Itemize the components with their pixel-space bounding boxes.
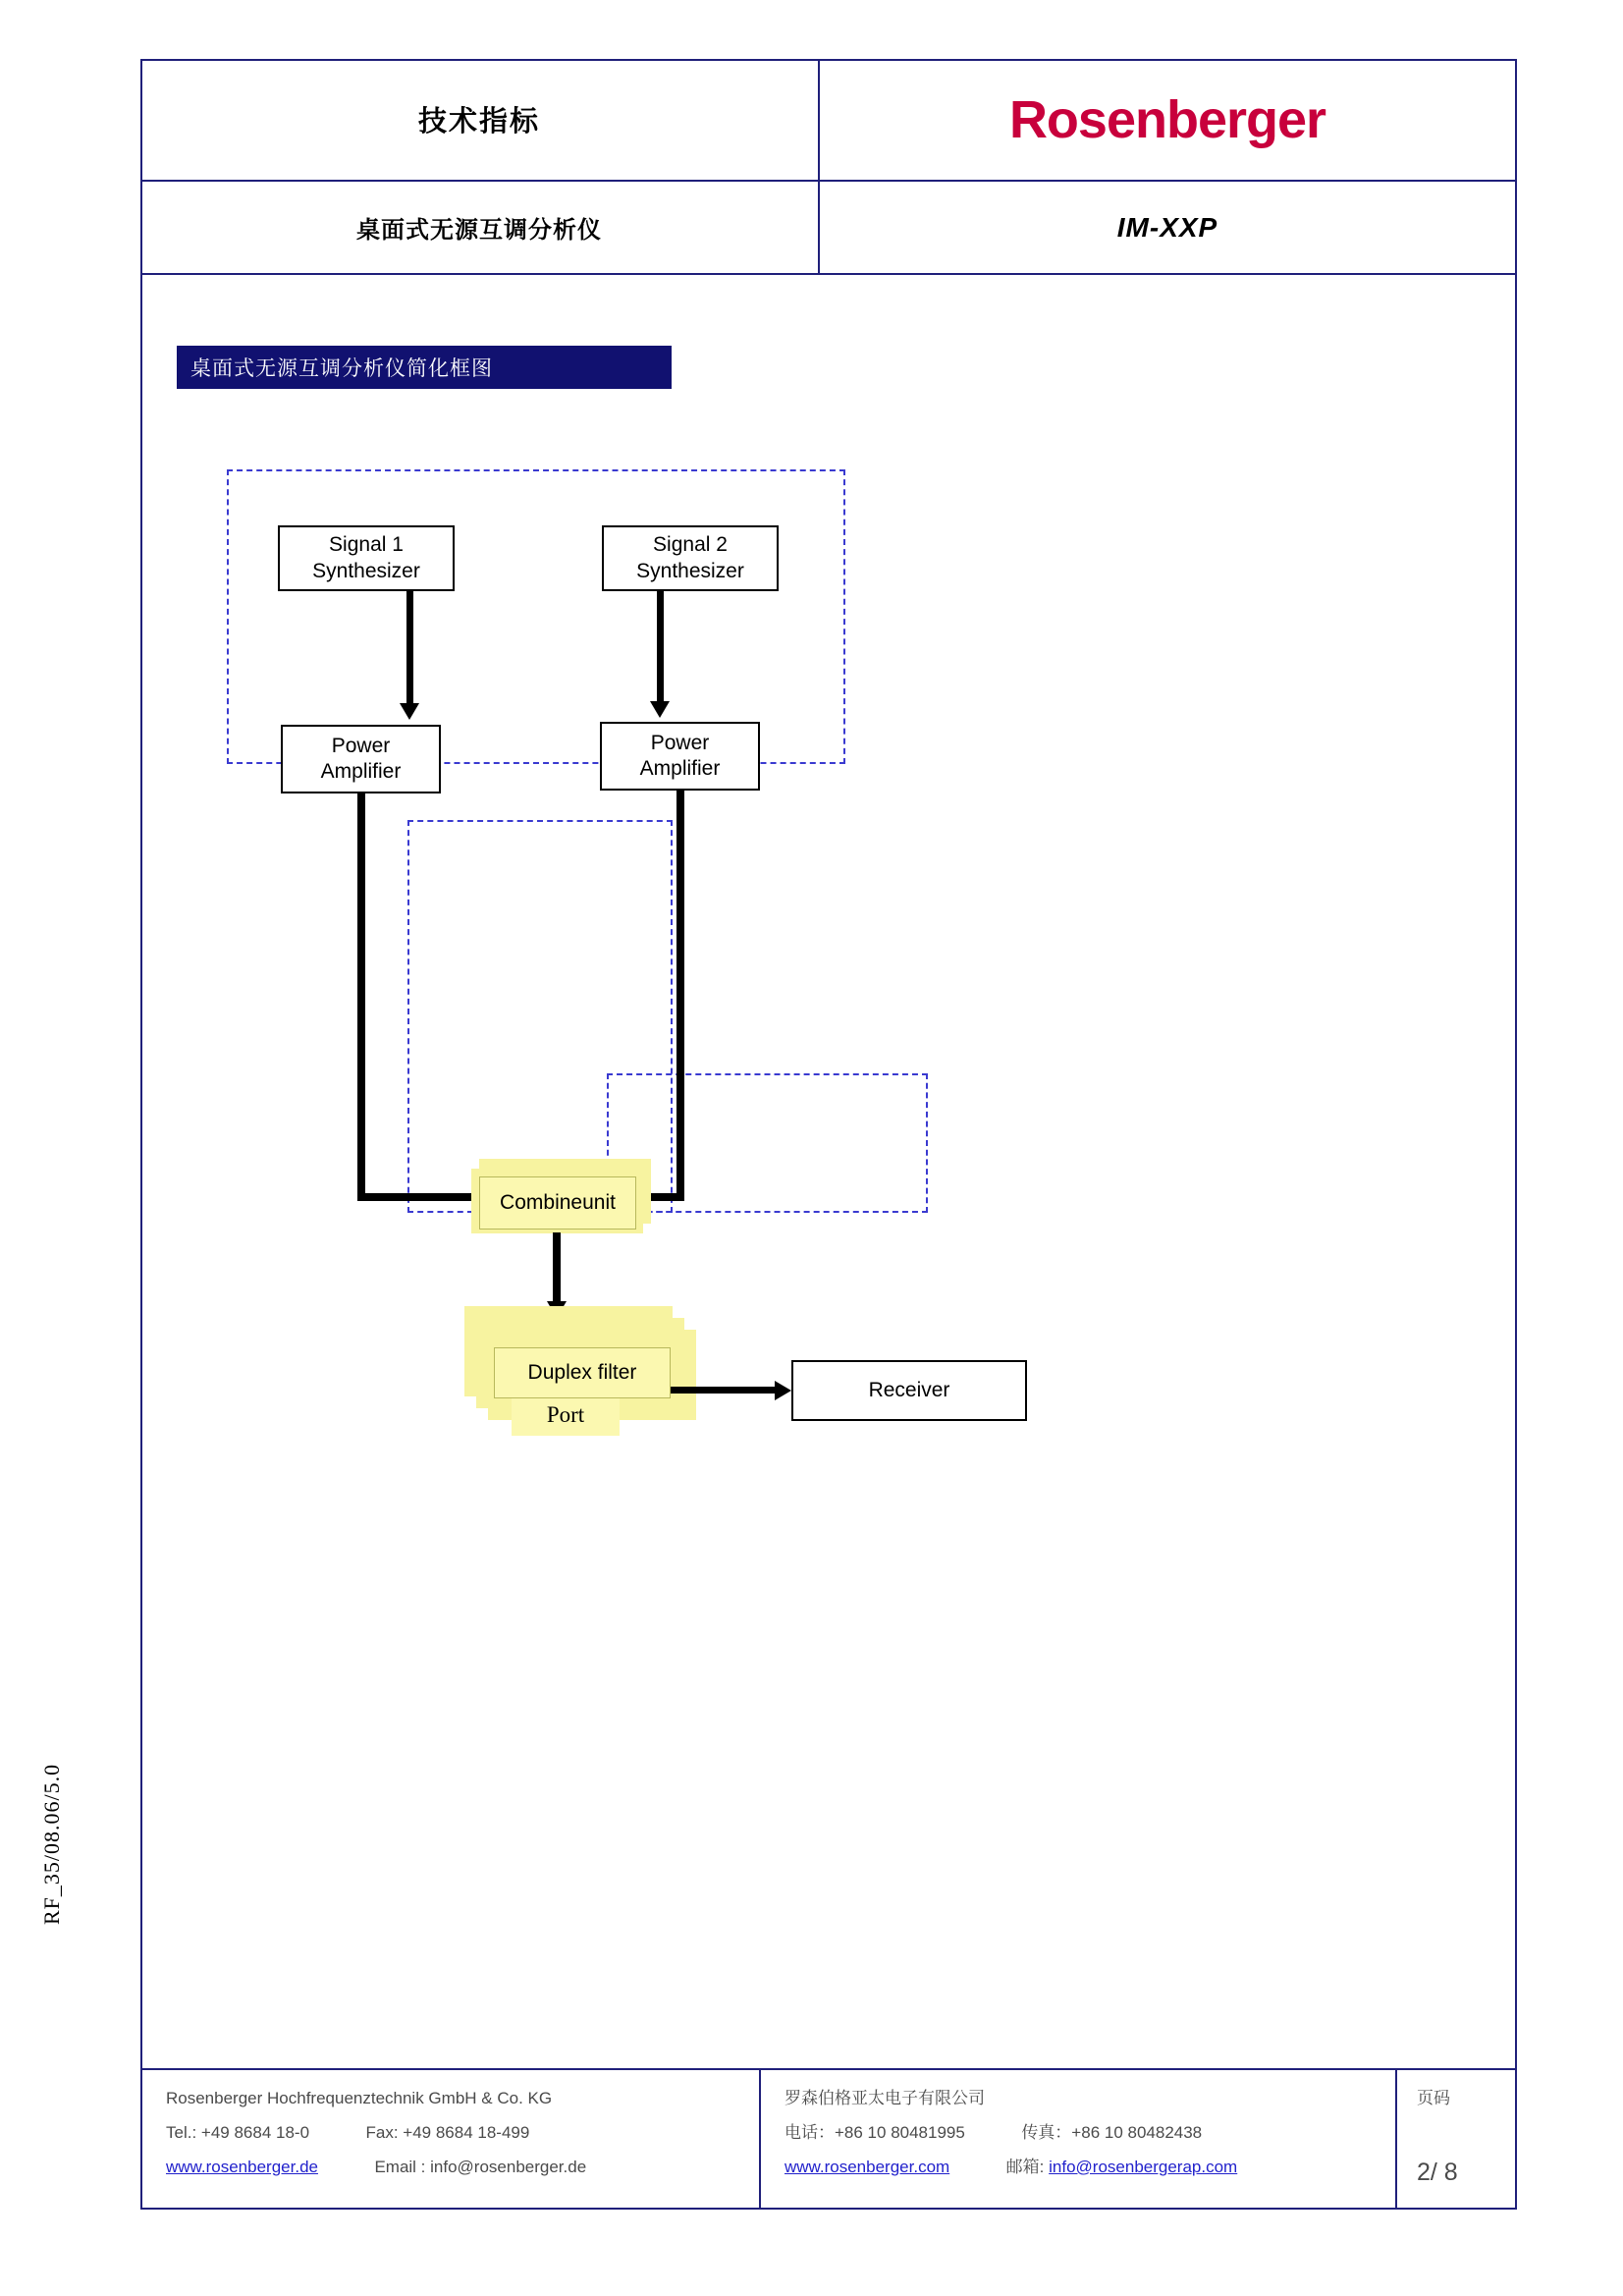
power-amp-2-line-1: Power	[650, 731, 710, 754]
footer-column-germany	[166, 2082, 745, 2185]
footer-page-label: 页码	[1417, 2089, 1450, 2107]
signal-2-line-1: Signal 2	[653, 533, 728, 557]
footer-fax-de: Fax: +49 8684 18-499	[365, 2122, 530, 2142]
block-diagram	[140, 275, 1517, 2082]
header-row-subtitle	[140, 180, 1517, 275]
generator-section-outline	[227, 469, 845, 764]
footer-company-de: Rosenberger Hochfrequenztechnik GmbH & Co. KG	[166, 2089, 553, 2107]
block-port	[512, 1394, 620, 1436]
header-vertical-divider	[818, 59, 820, 275]
footer-column-page	[1417, 2082, 1515, 2116]
footer-web-row-de	[166, 2151, 745, 2185]
block-power-amplifier-2	[600, 722, 760, 791]
page-title: 技术指标	[417, 106, 540, 137]
header-title-cell	[140, 59, 818, 180]
power-amp-1-line-1: Power	[331, 734, 391, 757]
document-code-vertical: RF_35/08.06/5.0	[39, 1763, 64, 1925]
signal-1-line-1: Signal 1	[329, 533, 404, 557]
combine-unit-line-2: unit	[582, 1191, 616, 1215]
port-section-outline	[607, 1073, 928, 1213]
port-label: Port	[546, 1402, 585, 1427]
block-combine-unit	[479, 1176, 636, 1230]
footer-web-row-cn	[784, 2151, 1383, 2185]
footer-contact-cn	[784, 2116, 1383, 2151]
signal-2-line-2: Synthesizer	[636, 559, 744, 582]
document-footer	[140, 2068, 1517, 2210]
footer-top-divider	[140, 2068, 1517, 2070]
header-subtitle-cell	[140, 180, 818, 275]
block-receiver	[791, 1360, 1027, 1421]
block-signal-2-synthesizer	[602, 525, 779, 591]
power-amp-1-line-2: Amplifier	[320, 760, 402, 783]
footer-company-cn: 罗森伯格亚太电子有限公司	[784, 2089, 985, 2107]
connector-pa1-down	[357, 793, 365, 1201]
header-model-cell	[818, 180, 1517, 275]
power-amp-2-line-2: Amplifier	[639, 757, 721, 780]
footer-email-link-cn[interactable]: info@rosenbergerap.com	[1049, 2157, 1238, 2176]
receiver-label: Receiver	[868, 1378, 950, 1401]
arrowhead-sig1-to-pa1	[400, 703, 419, 720]
connector-sig2-to-pa2	[657, 591, 664, 703]
rosenberger-logo: Rosenberger	[1008, 89, 1326, 149]
footer-divider-2	[1395, 2070, 1397, 2210]
header-brand-cell	[818, 59, 1517, 180]
arrowhead-sig2-to-pa2	[650, 701, 670, 718]
block-duplex-filter	[494, 1347, 671, 1398]
section-banner-label: 桌面式无源互调分析仪简化框图	[190, 357, 493, 380]
footer-web-link-de[interactable]: www.rosenberger.de	[166, 2157, 318, 2176]
signal-1-line-2: Synthesizer	[312, 559, 420, 582]
footer-web-link-cn[interactable]: www.rosenberger.com	[784, 2157, 950, 2176]
connector-pa1-right	[357, 1193, 485, 1201]
combine-unit-line-1: Combine	[500, 1191, 583, 1215]
block-signal-1-synthesizer	[278, 525, 455, 591]
connector-pa2-down	[676, 791, 684, 1201]
connector-sig1-to-pa1	[406, 591, 413, 705]
header-row-title	[140, 59, 1517, 180]
block-power-amplifier-1	[281, 725, 441, 793]
duplex-filter-label: Duplex filter	[527, 1361, 637, 1384]
connector-duplex-to-receiver	[671, 1387, 779, 1394]
footer-column-china	[784, 2082, 1383, 2185]
arrowhead-duplex-to-receiver	[775, 1381, 791, 1400]
footer-contact-de	[166, 2116, 745, 2151]
footer-email-label-cn: 邮箱:	[1005, 2157, 1045, 2176]
page-number: 2/ 8	[1417, 2159, 1458, 2186]
model-number: IM-XXP	[1116, 211, 1218, 243]
footer-divider-1	[759, 2070, 761, 2210]
connector-combiner-to-duplex	[553, 1232, 561, 1306]
product-name: 桌面式无源互调分析仪	[356, 217, 602, 244]
header-divider-1	[140, 180, 1517, 182]
document-header	[140, 59, 1517, 275]
footer-fax-cn: 传真：+86 10 80482438	[1021, 2122, 1203, 2142]
footer-tel-de: Tel.: +49 8684 18-0	[166, 2122, 310, 2142]
footer-tel-cn: 电话：+86 10 80481995	[784, 2122, 965, 2142]
footer-email-de: Email : info@rosenberger.de	[374, 2157, 587, 2176]
